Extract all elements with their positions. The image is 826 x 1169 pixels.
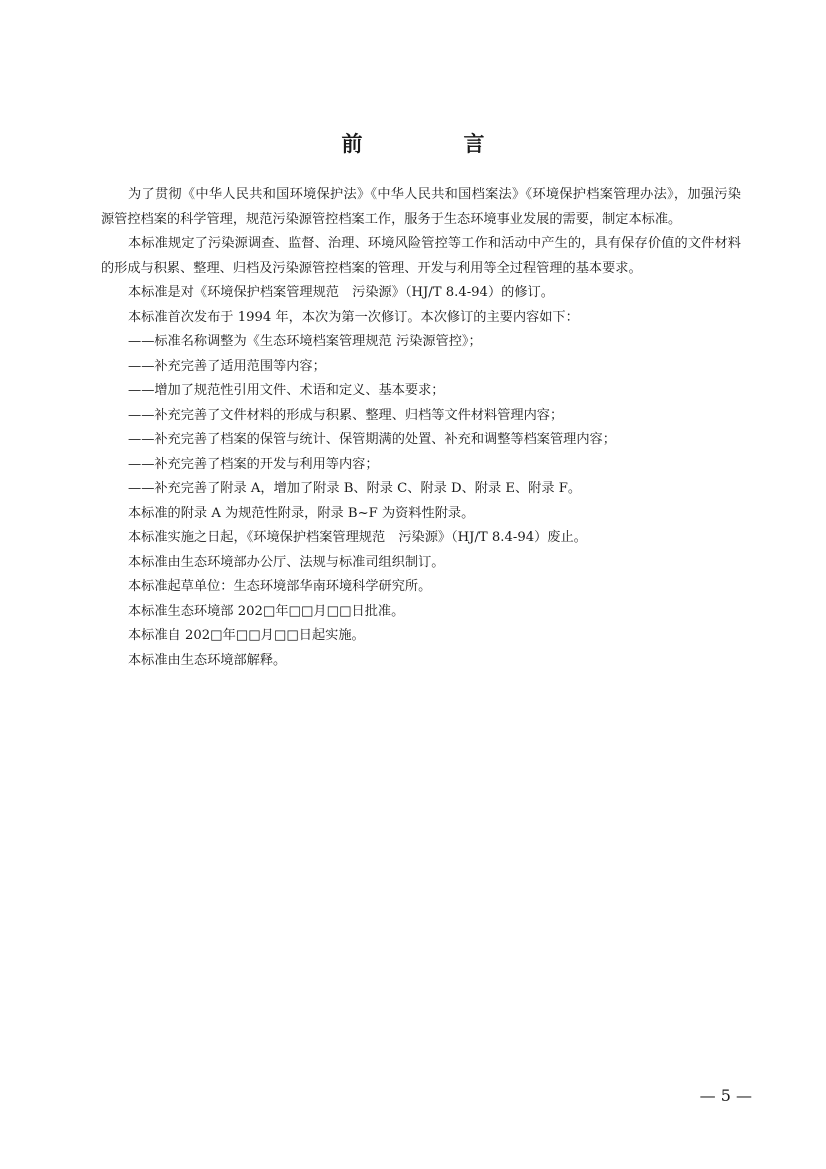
paragraph-1: 为了贯彻《中华人民共和国环境保护法》《中华人民共和国档案法》《环境保护档案管理办法》，加强污染源管控档案的科学管理，规范污染源管控档案工作，服务于生态环境事业发展的需要，制定本标准。 (101, 187, 741, 227)
page-number: — 5 — (699, 1086, 752, 1105)
paragraph-supersede: 本标准实施之日起，《环境保护档案管理规范 污染源》（HJ/T 8.4-94）废止。 (128, 530, 587, 545)
page-title: 前 言 (341, 132, 525, 156)
revision-item-4: ——补充完善了文件材料的形成与积累、整理、归档等文件材料管理内容； (128, 407, 564, 423)
revision-item-6: ——补充完善了档案的开发与利用等内容； (128, 456, 379, 472)
paragraph-interpretation: 本标准由生态环境部解释。 (128, 652, 287, 668)
revision-item-7: ——补充完善了附录 A，增加了附录 B、附录 C、附录 D、附录 E、附录 F。 (128, 481, 582, 496)
paragraph-approval: 本标准生态环境部 202□年□□月□□日批准。 (128, 603, 405, 619)
foreword-body (101, 183, 741, 673)
paragraph-appendix: 本标准的附录 A 为规范性附录，附录 B~F 为资料性附录。 (128, 505, 475, 521)
paragraph-drafter: 本标准起草单位：生态环境部华南环境科学研究所。 (128, 579, 432, 594)
paragraph-3: 本标准是对《环境保护档案管理规范 污染源》（HJ/T 8.4-94）的修订。 (128, 285, 554, 300)
paragraph-2: 本标准规定了污染源调查、监督、治理、环境风险管控等工作和活动中产生的，具有保存价值的文件材料的形成与积累、整理、归档及污染源管控档案的管理、开发与利用等全过程管理的基本要求。 (101, 236, 741, 276)
revision-item-2: ——补充完善了适用范围等内容； (128, 358, 326, 374)
revision-item-5: ——补充完善了档案的保管与统计、保管期满的处置、补充和调整等档案管理内容； (128, 432, 616, 447)
paragraph-4: 本标准首次发布于 1994 年，本次为第一次修订。本次修订的主要内容如下： (128, 309, 579, 325)
paragraph-effective: 本标准自 202□年□□月□□日起实施。 (128, 628, 365, 643)
revision-item-1: ——标准名称调整为《生态环境档案管理规范 污染源管控》； (128, 334, 482, 349)
revision-item-3: ——增加了规范性引用文件、术语和定义、基本要求； (128, 383, 445, 398)
paragraph-organizer: 本标准由生态环境部办公厅、法规与标准司组织制订。 (128, 554, 445, 570)
